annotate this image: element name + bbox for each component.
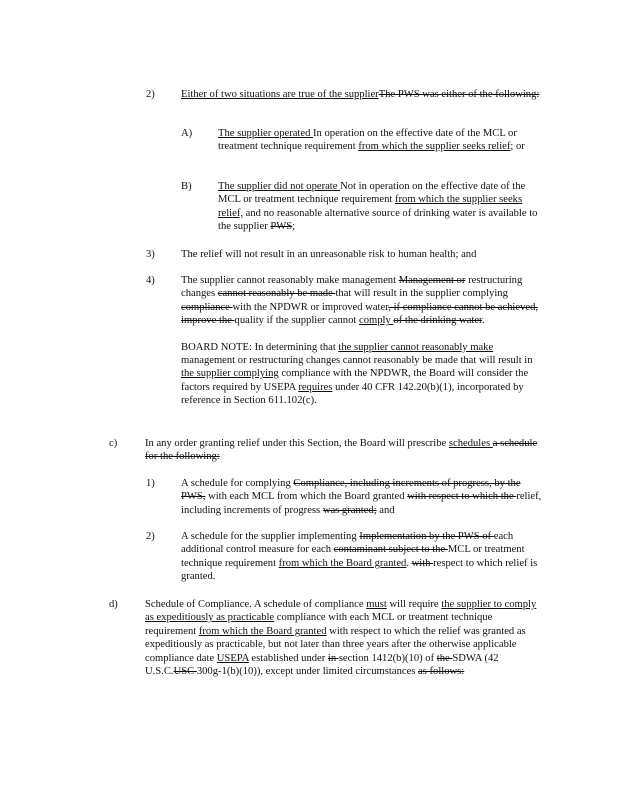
item-label: 3)	[146, 249, 155, 260]
text-run: A schedule for complying	[181, 478, 294, 489]
item-B	[181, 180, 546, 234]
item-label: 1)	[146, 478, 155, 489]
text-run: with the NPDWR or improved water	[232, 301, 389, 313]
item-text	[218, 127, 546, 154]
item-label: c)	[109, 438, 118, 449]
deleted-text: with	[411, 557, 434, 569]
deleted-text: cannot reasonably be made	[217, 288, 336, 300]
inserted-text: Either of two situations are true of the supplier	[181, 89, 379, 100]
text-run: under 40 CFR 142.20(b)(1), incorporated by reference in Section 611.102(c).	[181, 381, 524, 407]
item-text	[181, 88, 546, 101]
item-c	[109, 437, 546, 464]
text-run: section 1412(b)(10) of	[338, 652, 437, 664]
item-label: 4)	[146, 275, 155, 286]
inserted-text: must	[366, 599, 387, 610]
item-text	[145, 437, 546, 464]
deleted-text: Implementation by the PWS of	[359, 531, 494, 542]
inserted-text: from which the Board granted	[198, 625, 327, 637]
item-c-1	[146, 477, 546, 517]
text-run: In any order granting relief under this Section, the Board will prescribe	[145, 438, 449, 449]
inserted-text: the supplier cannot reasonably make	[338, 341, 494, 353]
text-run: management or restructuring changes cannot reasonably be made that will result in	[181, 355, 533, 367]
text-run: ; or	[510, 141, 525, 153]
text-run: .	[406, 557, 412, 569]
inserted-text: from which the Board granted	[278, 557, 407, 569]
text-run: established under	[248, 652, 328, 664]
item-label: 2)	[146, 531, 155, 542]
item-text	[181, 274, 546, 328]
board-note	[181, 341, 546, 408]
text-run: and no reasonable alternative source of drinking water is available to the supplier	[218, 207, 538, 233]
inserted-text: from which the supplier seeks relief,	[218, 194, 523, 219]
text-run: quality if the supplier cannot	[234, 315, 359, 327]
text-run: restructuring changes	[181, 275, 523, 300]
text-run: each additional control measure for each	[181, 531, 514, 556]
item-3	[146, 248, 546, 261]
deleted-text: USC	[173, 666, 197, 678]
deleted-text: of the drinking water	[393, 315, 482, 327]
text-run: compliance with the NPDWR, the Board will consider the factors required by USEPA	[181, 368, 529, 393]
item-label: d)	[109, 599, 118, 610]
inserted-text: requires	[298, 381, 333, 393]
deleted-text: with respect to which the	[407, 491, 517, 503]
text-run: relief, including increments of progress	[181, 491, 542, 516]
text-run: The relief will not result in an unreasonable risk to human health; and	[181, 249, 477, 260]
inserted-text: USEPA	[216, 652, 249, 664]
inserted-text: from which the supplier seeks relief	[358, 141, 511, 153]
inserted-text: comply	[359, 315, 394, 327]
item-text	[218, 180, 546, 234]
text-run: with respect to which the relief was granted as expeditiously as practicable, but not later than three years after the otherwise applicable compliance date	[145, 625, 526, 664]
deleted-text: , if compliance cannot be achieved, improve the	[181, 301, 539, 327]
deleted-text: The PWS was either of the following:	[378, 89, 540, 100]
item-text	[181, 477, 546, 517]
item-d	[109, 598, 546, 678]
deleted-text: the	[436, 652, 453, 664]
item-text	[181, 530, 546, 584]
item-2	[146, 88, 546, 101]
text-run: The supplier cannot reasonably make management	[181, 275, 399, 286]
text-run: that will result in the supplier complying	[335, 288, 508, 300]
deleted-text: compliance	[181, 301, 233, 313]
text-run: and	[376, 504, 395, 516]
text-run: A schedule for the supplier implementing	[181, 531, 360, 542]
deleted-text: as follows:	[418, 666, 465, 678]
inserted-text: The supplier operated	[218, 128, 314, 139]
inserted-text: the supplier to comply as expeditiously as practicable	[145, 599, 537, 624]
text-run: compliance with each MCL or treatment technique requirement	[145, 612, 493, 637]
text-run: Not in operation on the effective date of the MCL or treatment technique requirement	[218, 181, 526, 206]
text-run: respect to which relief is granted.	[181, 557, 538, 583]
item-label: B)	[181, 181, 192, 192]
text-run: ;	[292, 221, 296, 233]
text-run: In operation on the effective date of the MCL or treatment technique requirement	[218, 128, 517, 153]
inserted-text: the supplier complying	[181, 368, 279, 380]
deleted-text: Management or	[398, 275, 466, 286]
deleted-text: was granted;	[322, 504, 377, 516]
deleted-text: contaminant subject to the	[333, 544, 448, 556]
inserted-text: schedules	[448, 438, 493, 449]
item-label: 2)	[146, 89, 155, 100]
item-4	[146, 274, 546, 408]
item-text	[181, 248, 546, 261]
text-run: BOARD NOTE: In determining that	[181, 341, 339, 353]
text-run: Schedule of Compliance. A schedule of compliance	[145, 599, 367, 610]
text-run: 300g-1(b)(10)), except under limited circumstances	[196, 666, 419, 678]
item-label: A)	[181, 128, 193, 139]
deleted-text: PWS	[270, 221, 293, 233]
text-run: .	[482, 315, 485, 327]
deleted-text: in	[327, 652, 339, 664]
deleted-text: Compliance, including increments of progress, by the PWS,	[181, 478, 521, 503]
text-run: SDWA (42 U.S.C.	[145, 652, 499, 678]
deleted-text: a schedule for the following:	[145, 438, 538, 463]
item-text	[145, 598, 546, 678]
text-run: will require	[386, 599, 442, 610]
item-A	[181, 127, 546, 154]
inserted-text: The supplier did not operate	[218, 181, 341, 192]
text-run: MCL or treatment technique requirement	[181, 544, 525, 569]
item-c-2	[146, 530, 546, 584]
text-run: with each MCL from which the Board granted	[205, 491, 408, 503]
